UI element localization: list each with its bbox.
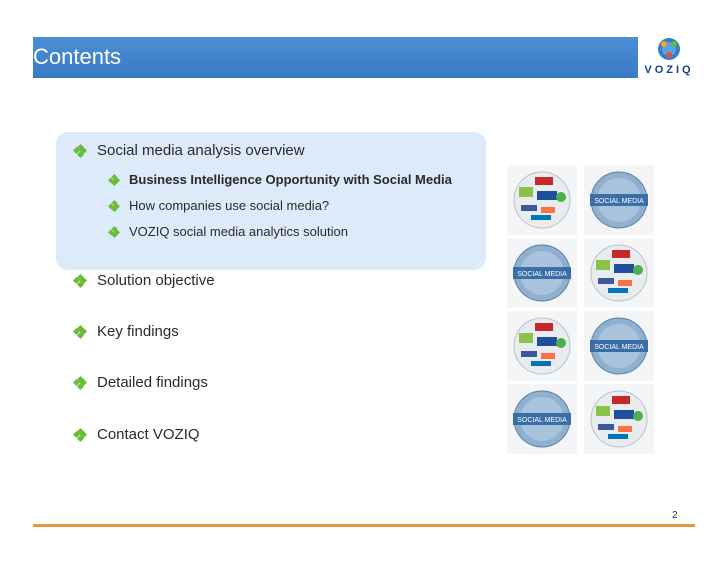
diamond-bullet-icon xyxy=(109,226,119,236)
social-logos-globe-image xyxy=(584,238,654,308)
toc-item-key-findings[interactable] xyxy=(74,323,179,340)
svg-text:SOCIAL MEDIA: SOCIAL MEDIA xyxy=(594,344,644,351)
diamond-bullet-icon xyxy=(74,145,86,157)
social-logos-globe-image xyxy=(507,165,577,235)
diamond-bullet-icon xyxy=(109,200,119,210)
toc-subitem-voziq-solution[interactable] xyxy=(108,224,348,239)
svg-text:SOCIAL MEDIA: SOCIAL MEDIA xyxy=(517,417,567,424)
social-media-globe-image xyxy=(584,165,654,235)
social-logos-globe-image xyxy=(507,311,577,381)
social-logos-globe-image xyxy=(584,384,654,454)
toc-item-overview[interactable] xyxy=(74,142,305,159)
toc-item-label: Detailed findings xyxy=(97,374,208,391)
toc-subitem-label: VOZIQ social media analytics solution xyxy=(129,224,348,239)
slide-title: Contents xyxy=(33,44,122,69)
toc-item-detailed-findings[interactable] xyxy=(74,374,208,391)
toc-item-contact[interactable] xyxy=(74,426,200,443)
diamond-bullet-icon xyxy=(74,377,86,389)
toc-subitem-how-companies[interactable] xyxy=(108,198,329,213)
toc-subitem-label: How companies use social media? xyxy=(129,198,330,213)
social-media-globe-image xyxy=(507,238,577,308)
toc-item-label: Solution objective xyxy=(97,272,215,289)
toc-item-label: Social media analysis overview xyxy=(97,142,305,159)
svg-text:SOCIAL MEDIA: SOCIAL MEDIA xyxy=(594,198,644,205)
diamond-bullet-icon xyxy=(74,429,86,441)
voziq-logo-icon xyxy=(642,35,696,65)
diamond-bullet-icon xyxy=(74,326,86,338)
toc-item-solution-objective[interactable] xyxy=(74,272,215,289)
logo-text: VOZIQ xyxy=(644,64,694,76)
toc-item-label: Contact VOZIQ xyxy=(97,426,200,443)
toc-subitem-label: Business Intelligence Opportunity with Social Media xyxy=(129,172,452,187)
footer-line xyxy=(33,524,695,527)
diamond-bullet-icon xyxy=(74,275,86,287)
header-band xyxy=(33,37,638,78)
svg-text:SOCIAL MEDIA: SOCIAL MEDIA xyxy=(517,271,567,278)
toc-item-label: Key findings xyxy=(97,323,179,340)
social-media-globe-image xyxy=(584,311,654,381)
diamond-bullet-icon xyxy=(109,174,119,184)
toc-subitem-bi-opportunity[interactable] xyxy=(108,172,452,187)
social-media-globe-image xyxy=(507,384,577,454)
page-number: 2 xyxy=(672,510,678,521)
